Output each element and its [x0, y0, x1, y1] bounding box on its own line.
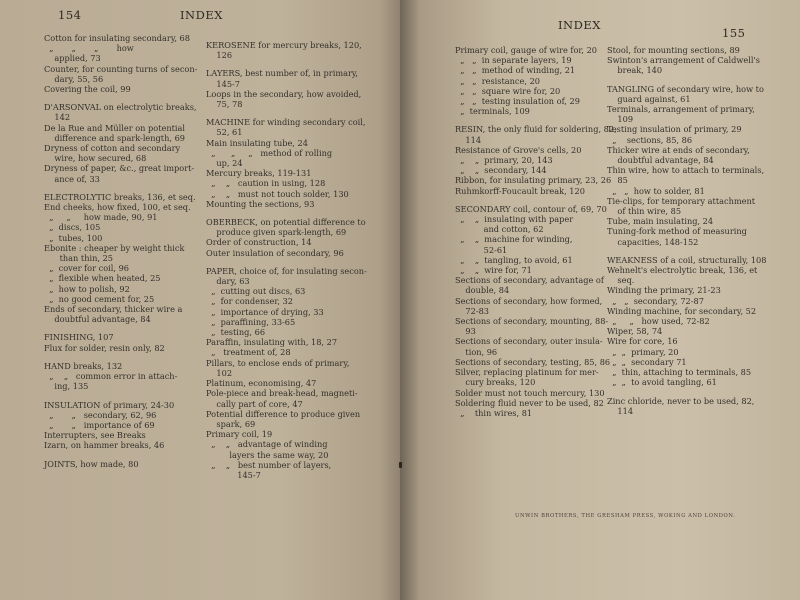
entry-gap — [44, 451, 204, 459]
index-entry: D'ARSONVAL on electrolytic breaks, — [44, 102, 197, 113]
index-entry: INSULATION of primary, 24-30 — [44, 399, 175, 410]
index-entry: applied, 73 — [44, 53, 101, 64]
index-entry: De la Rue and Müller on potential — [44, 122, 186, 133]
gutter-thread — [399, 462, 402, 468]
index-entry: Mounting the sections, 93 — [206, 198, 315, 209]
entry-gap — [206, 109, 366, 117]
index-entry: „ „ „ method of rolling — [206, 147, 333, 158]
index-entry: Potential difference to produce given — [206, 408, 361, 419]
index-entry: „ „ advantage of winding — [206, 439, 328, 450]
index-entry: 102 — [206, 367, 233, 378]
right-index-column-1 — [455, 45, 617, 418]
index-entry: ing, 135 — [44, 381, 89, 392]
index-entry: 126 — [206, 50, 233, 61]
entry-gap — [607, 388, 767, 396]
index-entry: „ testing, 66 — [206, 327, 266, 338]
index-entry: „ no good cement for, 25 — [44, 293, 155, 304]
index-entry: difference and spark-length, 69 — [44, 132, 185, 143]
index-entry: Cotton for insulating secondary, 68 — [44, 33, 190, 43]
index-entry: Testing insulation of primary, 29 — [607, 124, 742, 135]
index-entry: ance of, 33 — [44, 173, 100, 184]
index-entry: Tube, main insulating, 24 — [607, 216, 714, 227]
index-entry: Pole-piece and break-head, magneti- — [206, 388, 358, 399]
index-entry: „ tubes, 100 — [44, 232, 103, 243]
index-entry: Winding machine, for secondary, 52 — [607, 305, 757, 316]
entry-gap — [607, 247, 767, 255]
index-entry: „ „ tangling, to avoid, 61 — [455, 254, 573, 265]
index-entry: „ how to polish, 92 — [44, 283, 130, 294]
index-entry: seq. — [607, 275, 635, 286]
index-entry: 52, 61 — [206, 127, 243, 138]
index-entry: TANGLING of secondary wire, how to — [607, 83, 764, 94]
index-entry: Primary coil, gauge of wire for, 20 — [455, 45, 598, 55]
index-entry: „ sections, 85, 86 — [607, 134, 693, 145]
index-entry: Loops in the secondary, how avoided, — [206, 88, 362, 99]
index-entry: SECONDARY coil, contour of, 69, 70 — [455, 203, 607, 214]
index-entry: Dryness of cotton and secondary — [44, 143, 181, 154]
index-entry: of thin wire, 85 — [607, 206, 682, 217]
index-entry: „ „ caution in using, 128 — [206, 178, 326, 189]
index-entry: PAPER, choice of, for insulating secon- — [206, 265, 367, 276]
index-entry: Solder must not touch mercury, 130 — [455, 387, 605, 398]
index-entry: „ discs, 105 — [44, 222, 101, 233]
index-entry: „ „ testing insulation of, 29 — [455, 96, 580, 107]
index-entry: 142 — [44, 112, 71, 123]
index-entry: „ „ importance of 69 — [44, 419, 155, 430]
index-entry: Wiper, 58, 74 — [607, 326, 663, 337]
index-entry: doubtful advantage, 84 — [44, 314, 151, 325]
index-entry: KEROSENE for mercury breaks, 120, — [206, 40, 362, 50]
index-entry: JOINTS, how made, 80 — [44, 458, 139, 469]
index-entry: Tuning-fork method of measuring — [607, 226, 747, 237]
entry-gap — [206, 209, 366, 217]
index-entry: WEAKNESS of a coil, structurally, 108 — [607, 254, 767, 265]
index-entry: doubtful advantage, 84 — [607, 155, 714, 166]
index-entry: Counter, for counting turns of secon- — [44, 63, 198, 74]
index-entry: Wire for core, 16 — [607, 336, 678, 347]
index-entry: 109 — [607, 114, 634, 125]
left-index-column-2 — [206, 40, 366, 480]
index-entry: Mercury breaks, 119-131 — [206, 168, 312, 179]
index-entry: 114 — [455, 134, 482, 145]
index-entry: wire, how secured, 68 — [44, 153, 147, 164]
index-entry: „ „ machine for winding, — [455, 234, 573, 245]
index-entry: Ebonite : cheaper by weight thick — [44, 242, 185, 253]
index-entry: FINISHING, 107 — [44, 332, 114, 343]
index-entry: „ „ secondary, 62, 96 — [44, 409, 157, 420]
index-entry: 75, 78 — [206, 99, 243, 110]
entry-gap — [44, 184, 204, 192]
index-entry: Platinum, economising, 47 — [206, 378, 317, 389]
left-running-head: INDEX — [180, 8, 223, 22]
index-entry: „ treatment of, 28 — [206, 347, 291, 358]
index-entry: cally part of core, 47 — [206, 398, 303, 409]
index-entry: Izarn, on hammer breaks, 46 — [44, 440, 165, 451]
index-entry: Ends of secondary, thicker wire a — [44, 304, 183, 315]
index-entry: Resistance of Grove's cells, 20 — [455, 144, 582, 155]
index-entry: tion, 96 — [455, 346, 498, 357]
index-entry: „ „ to avoid tangling, 61 — [607, 377, 717, 388]
entry-gap — [607, 76, 767, 84]
index-entry: Sections of secondary, how formed, — [455, 295, 603, 306]
index-entry: Pillars, to enclose ends of primary, — [206, 357, 350, 368]
index-entry: „ „ wire for, 71 — [455, 265, 532, 276]
index-entry: Ribbon, for insulating primary, 23, 26 — [455, 175, 612, 186]
index-entry: Order of construction, 14 — [206, 237, 312, 248]
index-entry: ELECTROLYTIC breaks, 136, et seq. — [44, 191, 196, 202]
index-entry: „ for condenser, 32 — [206, 296, 293, 307]
index-entry: than thin, 25 — [44, 253, 114, 264]
index-entry: Sections of secondary, advantage of — [455, 275, 604, 286]
index-entry: 72-83 — [455, 305, 490, 316]
index-entry: and cotton, 62 — [455, 224, 544, 235]
index-entry: cury breaks, 120 — [455, 377, 536, 388]
index-entry: Outer insulation of secondary, 96 — [206, 247, 344, 258]
index-entry: Ruhmkorff-Foucault break, 120 — [455, 185, 585, 196]
index-entry: break, 140 — [607, 65, 663, 76]
right-page — [400, 0, 800, 600]
entry-gap — [206, 258, 366, 266]
index-entry: double, 84 — [455, 285, 510, 296]
index-entry: Winding the primary, 21-23 — [607, 285, 721, 296]
left-page-number: 154 — [58, 8, 82, 22]
index-entry: Sections of secondary, testing, 85, 86 — [455, 356, 611, 367]
index-entry: „ „ „ how — [44, 43, 134, 54]
index-entry: HAND breaks, 132 — [44, 360, 123, 371]
index-entry: Thin wire, how to attach to terminals, — [607, 165, 765, 176]
index-entry: „ cutting out discs, 63 — [206, 286, 306, 297]
index-entry: „ „ secondary, 144 — [455, 165, 547, 176]
index-entry: Stool, for mounting sections, 89 — [607, 45, 740, 55]
index-entry: „ „ how to solder, 81 — [607, 185, 705, 196]
index-entry: „ „ resistance, 20 — [455, 75, 540, 86]
index-entry: „ „ how made, 90, 91 — [44, 212, 158, 223]
entry-gap — [455, 116, 603, 124]
index-entry: Swinton's arrangement of Caldwell's — [607, 55, 760, 66]
index-entry: „ „ must not touch solder, 130 — [206, 188, 349, 199]
index-entry: Paraffin, insulating with, 18, 27 — [206, 337, 338, 348]
index-entry: „ importance of drying, 33 — [206, 306, 324, 317]
right-running-head: INDEX — [558, 18, 601, 32]
index-entry: Sections of secondary, mounting, 88- — [455, 316, 609, 327]
index-entry: 93 — [455, 326, 476, 337]
index-entry: Covering the coil, 99 — [44, 84, 131, 95]
index-entry: spark, 69 — [206, 418, 256, 429]
index-entry: Primary coil, 19 — [206, 429, 273, 440]
index-entry: Thicker wire at ends of secondary, — [607, 144, 750, 155]
index-entry: up, 24 — [206, 158, 243, 169]
index-entry: Soldering fluid never to be used, 82 — [455, 397, 604, 408]
index-entry: „ paraffining, 33-65 — [206, 316, 296, 327]
right-index-column-2 — [607, 45, 767, 416]
entry-gap — [206, 60, 366, 68]
printer-imprint: UNWIN BROTHERS, THE GRESHAM PRESS, WOKING AND LONDON. — [515, 513, 736, 519]
index-entry: Interrupters, see Breaks — [44, 430, 146, 441]
index-entry: „ „ insulating with paper — [455, 214, 574, 225]
entry-gap — [44, 94, 204, 102]
index-entry: LAYERS, best number of, in primary, — [206, 68, 359, 79]
index-entry: Wehnelt's electrolytic break, 136, et — [607, 265, 758, 276]
right-page-number: 155 — [722, 26, 746, 40]
index-entry: Terminals, arrangement of primary, — [607, 104, 755, 115]
index-entry: dary, 55, 56 — [44, 73, 104, 84]
index-entry: Flux for solder, resin only, 82 — [44, 342, 165, 353]
entry-gap — [44, 353, 204, 361]
index-entry: „ flexible when heated, 25 — [44, 273, 161, 284]
index-entry: „ „ secondary, 72-87 — [607, 295, 704, 306]
index-entry: End cheeks, how fixed, 100, et seq. — [44, 202, 191, 213]
index-entry: „ thin wires, 81 — [455, 407, 533, 418]
index-entry: Sections of secondary, outer insula- — [455, 336, 603, 347]
index-entry: Main insulating tube, 24 — [206, 137, 308, 148]
entry-gap — [44, 392, 204, 400]
index-entry: 52-61 — [455, 244, 508, 255]
index-entry: „ „ how used, 72-82 — [607, 316, 710, 327]
index-entry: „ thin, attaching to terminals, 85 — [607, 367, 752, 378]
index-entry: Zinc chloride, never to be used, 82, — [607, 395, 755, 406]
index-entry: Silver, replacing platinum for mer- — [455, 367, 599, 378]
index-entry: 114 — [607, 405, 634, 416]
index-entry: „ „ in separate layers, 19 — [455, 55, 572, 66]
index-entry: MACHINE for winding secondary coil, — [206, 117, 366, 128]
index-entry: OBERBECK, on potential difference to — [206, 217, 366, 228]
index-entry: „ „ square wire for, 20 — [455, 85, 561, 96]
index-entry: „ cover for coil, 96 — [44, 263, 130, 274]
index-entry: layers the same way, 20 — [206, 449, 329, 460]
index-entry: „ „ common error in attach- — [44, 371, 178, 382]
index-entry: produce given spark-length, 69 — [206, 227, 347, 238]
index-entry: Dryness of paper, &c., great import- — [44, 163, 195, 174]
index-entry: „ „ method of winding, 21 — [455, 65, 576, 76]
index-entry: dary, 63 — [206, 276, 250, 287]
index-entry: „ terminals, 109 — [455, 106, 530, 117]
index-entry: „ „ secondary 71 — [607, 356, 687, 367]
index-entry: Tie-clips, for temporary attachment — [607, 195, 756, 206]
index-entry: 85 — [607, 175, 628, 186]
index-entry: guard against, 61 — [607, 93, 691, 104]
index-entry: 145-7 — [206, 78, 241, 89]
index-entry: RESIN, the only fluid for soldering, 82, — [455, 124, 617, 135]
index-entry: „ „ primary, 20 — [607, 346, 679, 357]
index-entry: „ „ best number of layers, — [206, 459, 332, 470]
entry-gap — [44, 324, 204, 332]
entry-gap — [455, 196, 603, 204]
index-entry: „ „ primary, 20, 143 — [455, 155, 553, 166]
index-entry: 145-7 — [206, 469, 261, 480]
index-entry: capacities, 148-152 — [607, 236, 699, 247]
left-index-column-1 — [44, 33, 204, 469]
